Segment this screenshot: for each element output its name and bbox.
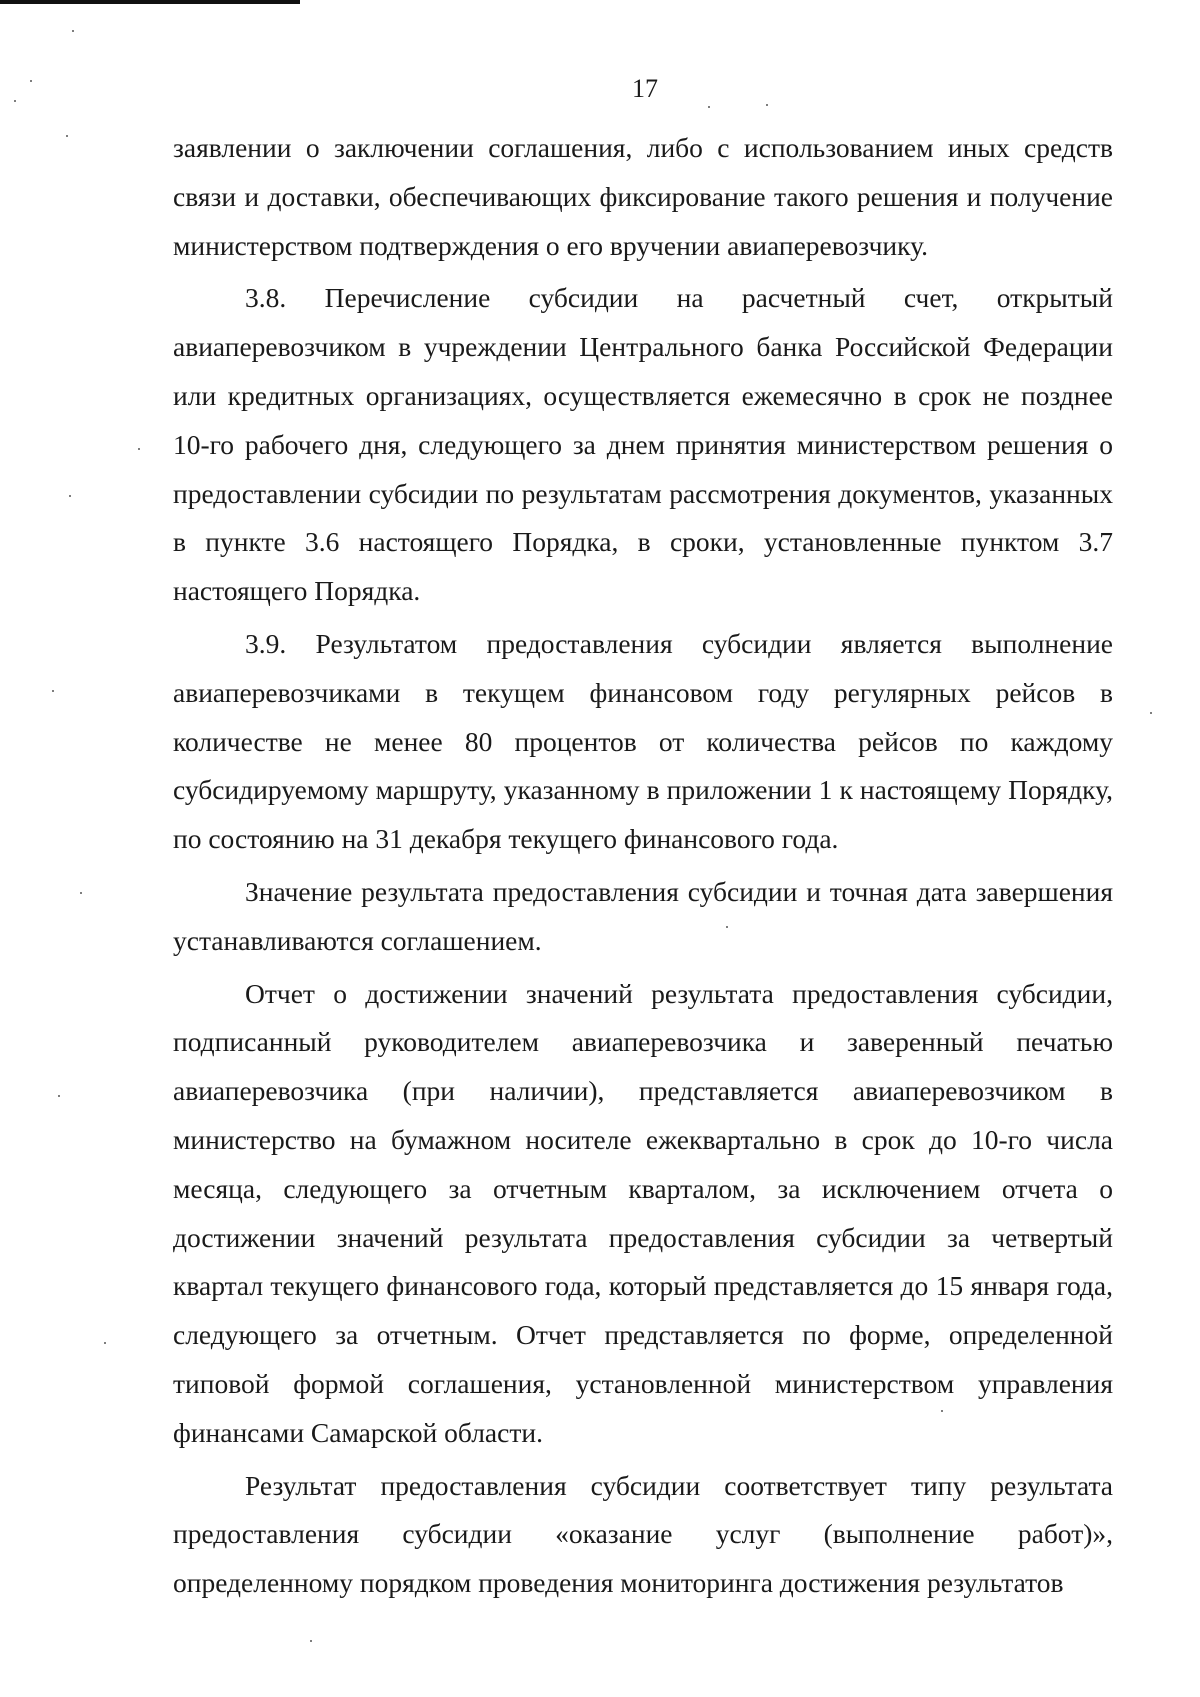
paragraph-result-type: Результат предоставления субсидии соответствует типу результата предоставления субсидии «оказание услуг (выполнение работ)», определенному порядком проведения мониторинга достижения результатов — [173, 1469, 1113, 1599]
scan-speck — [69, 495, 71, 497]
scan-speck — [14, 100, 16, 102]
scan-speck — [310, 1640, 312, 1642]
scan-speck — [66, 135, 68, 137]
scan-speck — [58, 1095, 60, 1097]
paragraph-report: Отчет о достижении значений результата предоставления субсидии, подписанный руководителем авиаперевозчика и заверенный печатью авиаперевозчика (при наличии), представляется авиаперевозчиком в министерство на бумажном носителе ежеквартально в срок до 10-го числа месяца, следующего за отчетным кварталом, за исключением отчета о достижении значений результата предоставления субсидии за четвертый квартал текущего финансового года, который представляется до 15 января года, следующего за отчетным. Отчет представляется по форме, определенной типовой формой соглашения, установленной министерством управления финансами Самарской области. — [173, 977, 1113, 1448]
paragraph-continuation: заявлении о заключении соглашения, либо с использованием иных средств связи и доставки, обеспечивающих фиксирование такого решения и получение министерством подтверждения о его вручении авиаперевозчику. — [173, 132, 1113, 261]
scan-speck — [30, 80, 32, 82]
scan-speck — [941, 1410, 943, 1412]
scan-speck — [708, 106, 710, 108]
paragraph-3-8: 3.8. Перечисление субсидии на расчетный счет, открытый авиаперевозчиком в учреждении Центрального банка Российской Федерации или кредитных организациях, осуществляется ежемесячно в срок не позднее 10-го рабочего дня, следующего за днем принятия министерством решения о предоставлении субсидии по результатам рассмотрения документов, указанных в пункте 3.6 настоящего Порядка, в сроки, установленные пунктом 3.7 настоящего Порядка. — [173, 282, 1113, 607]
scan-speck — [1150, 712, 1152, 714]
page-number: 17 — [632, 74, 658, 103]
scan-speck — [766, 104, 768, 106]
paragraph-3-9: 3.9. Результатом предоставления субсидии является выполнение авиаперевозчиками в текущем финансовом году регулярных рейсов в количестве не менее 80 процентов от количества рейсов по каждому субсидируемому маршруту, указанному в приложении 1 к настоящему Порядку, по состоянию на 31 декабря текущего финансового года. — [173, 627, 1113, 855]
scan-speck — [138, 448, 140, 450]
scan-speck — [726, 926, 728, 928]
scan-edge-bar — [0, 0, 300, 4]
scan-speck — [80, 892, 82, 894]
scan-speck — [104, 1342, 106, 1344]
paragraph-result-value: Значение результата предоставления субсидии и точная дата завершения устанавливаются соглашением. — [173, 875, 1113, 956]
document-body — [173, 124, 1113, 1612]
scan-speck — [72, 30, 74, 32]
scan-speck — [52, 690, 54, 692]
